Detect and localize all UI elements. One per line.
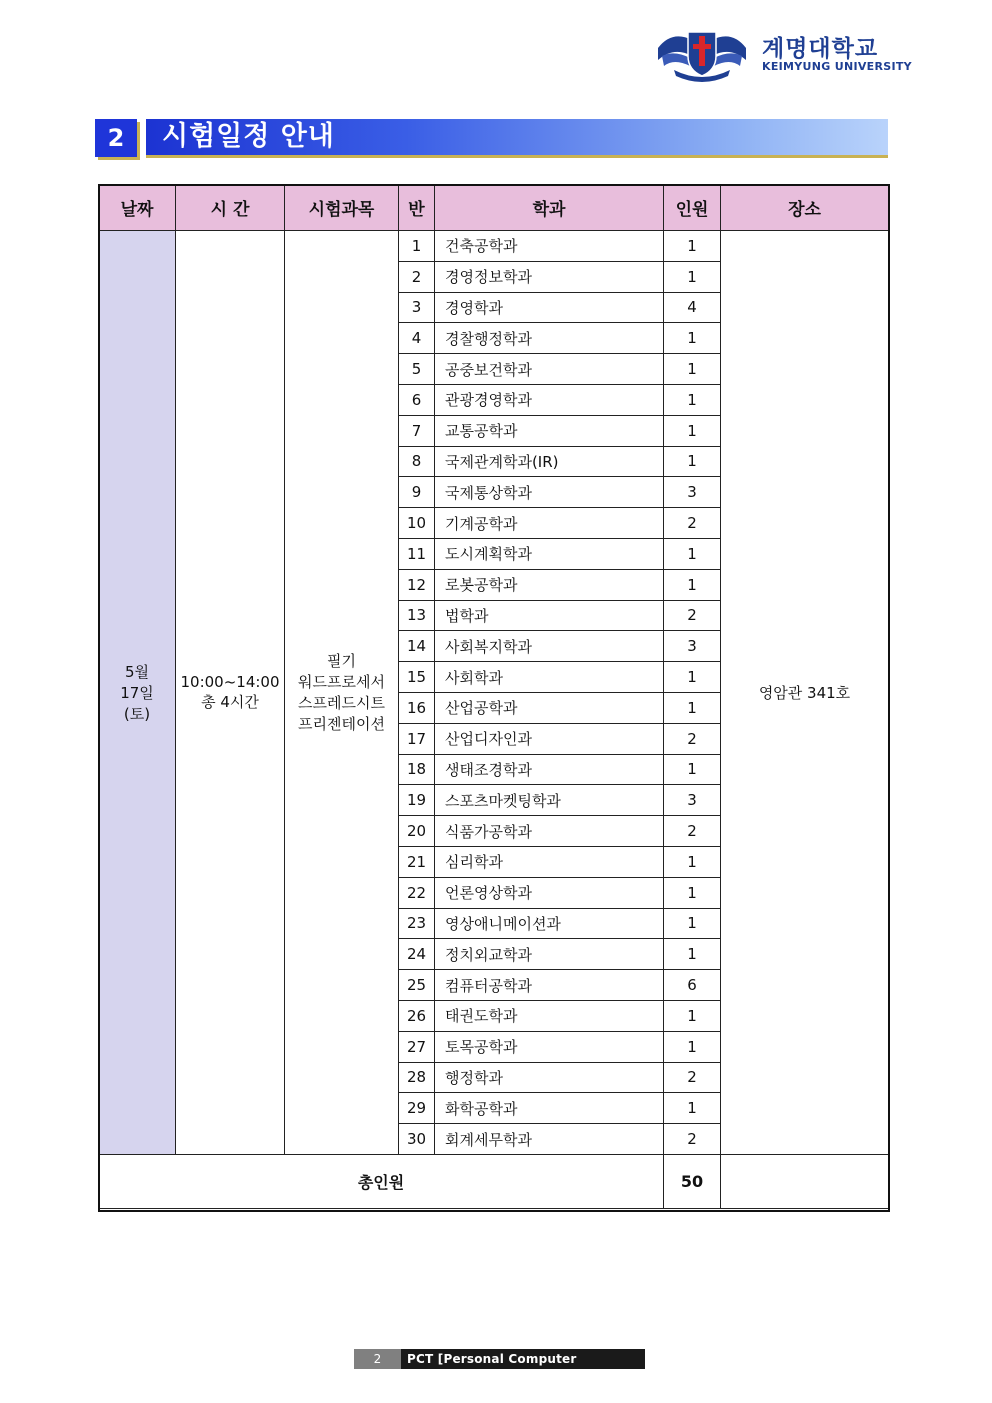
class-number: 11 — [399, 538, 435, 569]
student-count: 2 — [664, 600, 721, 631]
department-name: 토목공학과 — [435, 1031, 664, 1062]
time-line: 총 4시간 — [201, 692, 259, 711]
subject-line: 프리젠테이션 — [298, 715, 385, 734]
class-number: 13 — [399, 600, 435, 631]
student-count: 1 — [664, 754, 721, 785]
student-count: 1 — [664, 415, 721, 446]
total-label: 총인원 — [99, 1154, 664, 1208]
department-name: 산업디자인과 — [435, 723, 664, 754]
date-cell — [99, 231, 176, 1155]
section-title-bar — [146, 119, 888, 158]
place-cell: 영암관 341호 — [721, 231, 889, 1155]
department-name: 교통공학과 — [435, 415, 664, 446]
student-count: 3 — [664, 785, 721, 816]
department-name: 행정학과 — [435, 1062, 664, 1093]
student-count: 1 — [664, 877, 721, 908]
date-line: 17일 — [120, 683, 154, 702]
student-count: 1 — [664, 1000, 721, 1031]
header-count: 인원 — [664, 185, 721, 231]
class-number: 21 — [399, 846, 435, 877]
department-name: 화학공학과 — [435, 1093, 664, 1124]
class-number: 6 — [399, 384, 435, 415]
class-number: 8 — [399, 446, 435, 477]
student-count: 2 — [664, 508, 721, 539]
header-subject: 시험과목 — [285, 185, 399, 231]
class-number: 5 — [399, 354, 435, 385]
department-name: 사회복지학과 — [435, 631, 664, 662]
date-line: (토) — [123, 704, 151, 723]
exam-schedule-table — [98, 184, 889, 1209]
student-count: 1 — [664, 662, 721, 693]
department-name: 언론영상학과 — [435, 877, 664, 908]
university-logo — [652, 26, 912, 86]
class-number: 25 — [399, 970, 435, 1001]
student-count: 1 — [664, 939, 721, 970]
class-number: 22 — [399, 877, 435, 908]
class-number: 29 — [399, 1093, 435, 1124]
department-name: 로봇공학과 — [435, 569, 664, 600]
department-name: 심리학과 — [435, 846, 664, 877]
department-name: 산업공학과 — [435, 692, 664, 723]
student-count: 2 — [664, 723, 721, 754]
department-name: 스포츠마켓팅학과 — [435, 785, 664, 816]
subject-line: 스프레드시트 — [298, 694, 385, 713]
header-date: 날짜 — [99, 185, 176, 231]
student-count: 1 — [664, 384, 721, 415]
student-count: 1 — [664, 846, 721, 877]
class-number: 1 — [399, 231, 435, 262]
student-count: 1 — [664, 231, 721, 262]
student-count: 1 — [664, 908, 721, 939]
department-name: 식품가공학과 — [435, 816, 664, 847]
time-line: 10:00~14:00 — [180, 672, 280, 691]
student-count: 3 — [664, 477, 721, 508]
department-name: 회계세무학과 — [435, 1124, 664, 1155]
department-name: 법학과 — [435, 600, 664, 631]
class-number: 15 — [399, 662, 435, 693]
department-name: 경찰행정학과 — [435, 323, 664, 354]
student-count: 4 — [664, 292, 721, 323]
department-name: 공중보건학과 — [435, 354, 664, 385]
class-number: 18 — [399, 754, 435, 785]
department-name: 건축공학과 — [435, 231, 664, 262]
student-count: 2 — [664, 816, 721, 847]
student-count: 3 — [664, 631, 721, 662]
time-cell — [176, 231, 285, 1155]
student-count: 1 — [664, 569, 721, 600]
class-number: 19 — [399, 785, 435, 816]
student-count: 1 — [664, 323, 721, 354]
department-name: 컴퓨터공학과 — [435, 970, 664, 1001]
header-class: 반 — [399, 185, 435, 231]
header-department: 학과 — [435, 185, 664, 231]
class-number: 24 — [399, 939, 435, 970]
subject-line: 필기 — [327, 652, 356, 671]
table-row — [99, 231, 889, 262]
date-line: 5월 — [124, 662, 150, 681]
student-count: 1 — [664, 1093, 721, 1124]
logo-english-name: KEIMYUNG UNIVERSITY — [762, 60, 912, 73]
section-number: 2 — [95, 119, 137, 157]
class-number: 3 — [399, 292, 435, 323]
class-number: 12 — [399, 569, 435, 600]
student-count: 6 — [664, 970, 721, 1001]
class-number: 10 — [399, 508, 435, 539]
department-name: 생태조경학과 — [435, 754, 664, 785]
class-number: 9 — [399, 477, 435, 508]
logo-korean-name: 계명대학교 — [762, 36, 879, 62]
department-name: 영상애니메이션과 — [435, 908, 664, 939]
class-number: 17 — [399, 723, 435, 754]
class-number: 4 — [399, 323, 435, 354]
student-count: 2 — [664, 1124, 721, 1155]
department-name: 사회학과 — [435, 662, 664, 693]
class-number: 23 — [399, 908, 435, 939]
class-number: 7 — [399, 415, 435, 446]
student-count: 1 — [664, 692, 721, 723]
page-number: 2 — [354, 1349, 401, 1369]
total-value: 50 — [664, 1154, 721, 1208]
subject-line: 워드프로세서 — [298, 673, 385, 692]
class-number: 28 — [399, 1062, 435, 1093]
department-name: 정치외교학과 — [435, 939, 664, 970]
university-emblem-icon — [652, 26, 752, 82]
footer-text: PCT [Personal Computer Efficiency Test] — [401, 1349, 645, 1369]
header-place: 장소 — [721, 185, 889, 231]
student-count: 1 — [664, 446, 721, 477]
department-name: 경영정보학과 — [435, 261, 664, 292]
department-name: 경영학과 — [435, 292, 664, 323]
subject-cell — [285, 231, 399, 1155]
class-number: 26 — [399, 1000, 435, 1031]
student-count: 1 — [664, 1031, 721, 1062]
department-name: 국제통상학과 — [435, 477, 664, 508]
student-count: 2 — [664, 1062, 721, 1093]
department-name: 기계공학과 — [435, 508, 664, 539]
student-count: 1 — [664, 261, 721, 292]
total-empty-cell — [721, 1154, 889, 1208]
department-name: 도시계획학과 — [435, 538, 664, 569]
page-footer — [354, 1349, 645, 1386]
department-name: 국제관계학과(IR) — [435, 446, 664, 477]
section-title: 시험일정 안내 — [162, 121, 335, 152]
class-number: 16 — [399, 692, 435, 723]
header-time: 시 간 — [176, 185, 285, 231]
department-name: 관광경영학과 — [435, 384, 664, 415]
class-number: 20 — [399, 816, 435, 847]
student-count: 1 — [664, 354, 721, 385]
class-number: 30 — [399, 1124, 435, 1155]
class-number: 27 — [399, 1031, 435, 1062]
class-number: 14 — [399, 631, 435, 662]
table-header-row — [99, 185, 889, 231]
class-number: 2 — [399, 261, 435, 292]
department-name: 태권도학과 — [435, 1000, 664, 1031]
student-count: 1 — [664, 538, 721, 569]
total-row — [99, 1154, 889, 1208]
